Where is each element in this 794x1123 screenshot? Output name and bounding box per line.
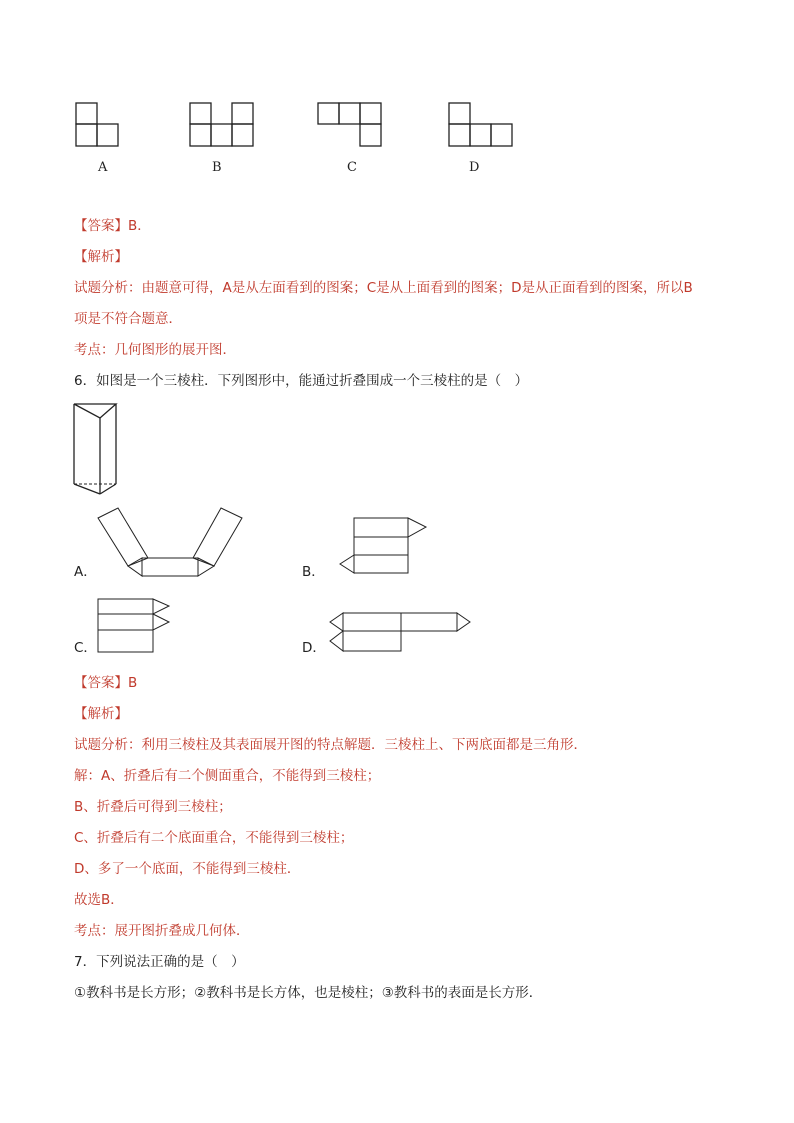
q5-figure-d (449, 103, 515, 149)
q5-answer: 【答案】B． (74, 218, 151, 234)
q6-choose: 故选B． (74, 892, 124, 908)
q6-solution-d: D、多了一个底面，不能得到三棱柱． (74, 861, 301, 877)
q5-kaodian: 考点：几何图形的展开图． (74, 342, 236, 358)
q6-answer: 【答案】B (74, 675, 138, 691)
q5-figure-c (318, 103, 384, 149)
q6-net-b (338, 515, 430, 577)
q5-figure-b (190, 103, 256, 149)
q6-net-a (96, 506, 246, 576)
q6-solution-b: B、折叠后可得到三棱柱； (74, 799, 232, 815)
q6-solution-a: 解：A、折叠后有二个侧面重合，不能得到三棱柱； (74, 768, 381, 784)
q5-label-c: C (347, 160, 357, 175)
q6-prism-figure (72, 402, 122, 498)
q5-label-b: B (212, 160, 222, 175)
q5-label-a: A (98, 160, 108, 175)
q6-net-c (97, 596, 173, 654)
q7-statements: ①教科书是长方形；②教科书是长方体，也是棱柱；③教科书的表面是长方形． (74, 985, 543, 1001)
q6-kaodian: 考点：展开图折叠成几何体． (74, 923, 250, 939)
q5-analysis-line-2: 项是不符合题意． (74, 311, 182, 327)
q6-option-c-label: C． (74, 640, 97, 656)
q6-option-b-label: B． (302, 564, 325, 580)
q6-analysis-heading: 【解析】 (74, 706, 128, 722)
q6-option-a-label: A． (74, 564, 97, 580)
q6-option-d-label: D． (302, 640, 326, 656)
q6-analysis-line-1: 试题分析：利用三棱柱及其表面展开图的特点解题．三棱柱上、下两底面都是三角形． (74, 737, 587, 753)
q6-solution-c: C、折叠后有二个底面重合，不能得到三棱柱； (74, 830, 354, 846)
q6-net-d (328, 610, 474, 654)
q5-analysis-heading: 【解析】 (74, 249, 128, 265)
q5-label-d: D (469, 160, 480, 175)
q6-question: 6．如图是一个三棱柱．下列图形中，能通过折叠围成一个三棱柱的是（ ） (74, 373, 529, 389)
q5-figure-a (76, 103, 120, 149)
q7-question: 7．下列说法正确的是（ ） (74, 954, 245, 970)
q5-analysis-line-1: 试题分析：由题意可得，A是从左面看到的图案；C是从上面看到的图案；D是从正面看到的图案，所以B (74, 280, 693, 296)
